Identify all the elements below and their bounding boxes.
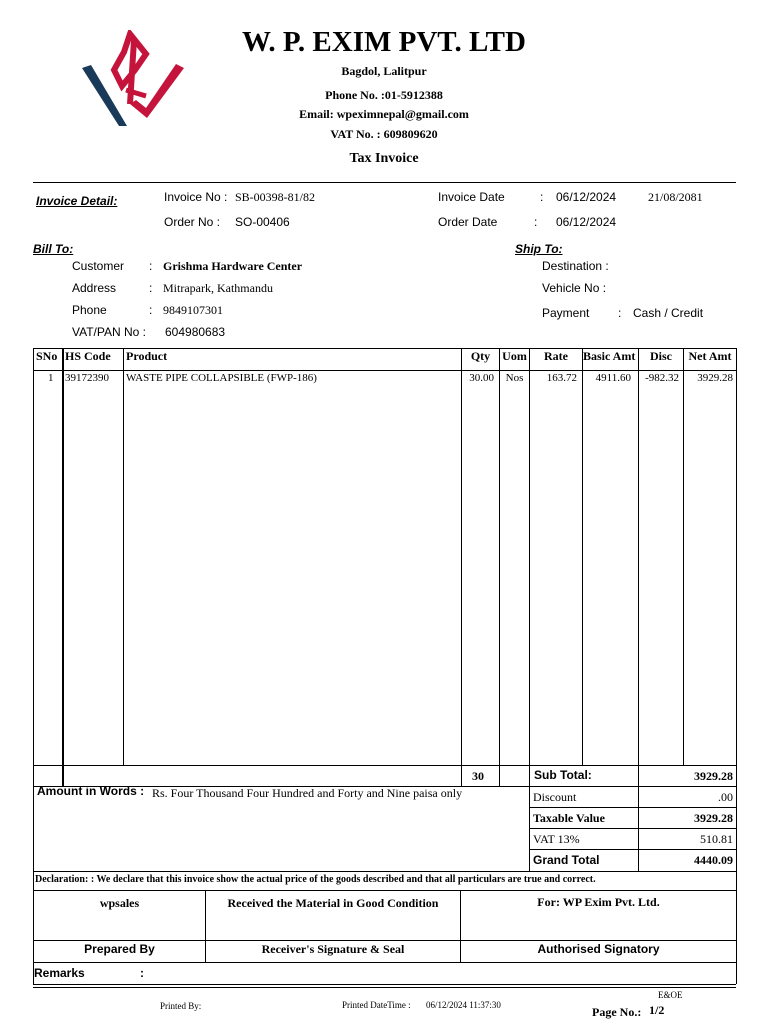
authorised-signatory: Authorised Signatory <box>537 942 660 956</box>
company-address: Bagdol, Lalitpur <box>341 64 427 78</box>
vat-value: 510.81 <box>700 832 733 846</box>
vat-label: VAT 13% <box>533 832 580 846</box>
discount-label: Discount <box>533 790 577 804</box>
address-colon: : <box>149 281 153 295</box>
received-text: Received the Material in Good Condition <box>227 896 439 910</box>
col-disc: Disc <box>650 349 672 363</box>
amount-words-label: Amount in Words : <box>37 784 145 798</box>
for-company: For: WP Exim Pvt. Ltd. <box>537 895 660 909</box>
eoe-text: E&OE <box>658 990 683 1000</box>
invoice-date-value: 06/12/2024 <box>556 190 617 204</box>
col-basic-amt: Basic Amt <box>583 349 636 363</box>
bill-to-title: Bill To: <box>33 242 74 256</box>
row-net-amt: 3929.28 <box>697 372 733 384</box>
declaration: Declaration: : We declare that this invoice show the actual price of the goods described and that all particulars are true and correct. <box>35 874 596 885</box>
remarks-colon: : <box>140 966 144 980</box>
row-rate: 163.72 <box>546 372 577 384</box>
receiver-signature: Receiver's Signature & Seal <box>261 942 405 956</box>
invoice-date-colon: : <box>540 190 544 204</box>
customer-label: Customer <box>72 259 125 273</box>
wp-logo-icon <box>80 30 188 128</box>
company-phone: Phone No. :01-5912388 <box>325 88 443 102</box>
invoice-detail-title: Invoice Detail: <box>36 194 118 208</box>
company-vat: VAT No. : 609809620 <box>330 127 438 141</box>
company-email: Email: wpeximnepal@gmail.com <box>299 107 469 121</box>
row-hs-code: 39172390 <box>65 372 109 384</box>
order-no-label: Order No : <box>164 215 221 229</box>
customer-value: Grishma Hardware Center <box>163 259 303 273</box>
row-disc: -982.32 <box>645 372 679 384</box>
payment-label: Payment <box>542 306 590 320</box>
phone-colon: : <box>149 303 153 317</box>
subtotal-value: 3929.28 <box>694 769 733 783</box>
col-sno: SNo <box>36 349 58 363</box>
prepared-name: wpsales <box>99 896 140 910</box>
subtotal-label: Sub Total: <box>534 768 592 782</box>
row-product: WASTE PIPE COLLAPSIBLE (FWP-186) <box>126 372 317 384</box>
vat-pan-value: 604980683 <box>165 325 226 339</box>
page-label: Page No.: <box>592 1005 642 1019</box>
invoice-date-label: Invoice Date <box>438 190 505 204</box>
ship-to-title: Ship To: <box>515 242 563 256</box>
order-no-value: SO-00406 <box>235 215 290 229</box>
col-product: Product <box>126 349 168 363</box>
phone-value: 9849107301 <box>163 303 223 317</box>
row-basic-amt: 4911.60 <box>595 372 631 384</box>
grand-total-value: 4440.09 <box>694 853 733 867</box>
taxable-value: 3929.28 <box>694 811 733 825</box>
payment-colon: : <box>618 306 622 320</box>
invoice-no-label: Invoice No : <box>164 190 228 204</box>
row-uom: Nos <box>505 372 524 384</box>
col-net-amt: Net Amt <box>688 349 732 363</box>
page-value: 1/2 <box>649 1003 665 1017</box>
destination-label: Destination : <box>542 259 609 273</box>
company-name: W. P. EXIM PVT. LTD <box>242 26 526 58</box>
col-qty: Qty <box>470 349 491 363</box>
printed-datetime-value: 06/12/2024 11:37:30 <box>426 1000 501 1010</box>
col-uom: Uom <box>502 349 527 363</box>
total-qty: 30 <box>472 769 484 783</box>
address-value: Mitrapark, Kathmandu <box>163 281 273 295</box>
order-date-colon: : <box>534 215 538 229</box>
discount-value: .00 <box>718 790 733 804</box>
printed-by: Printed By: <box>160 1001 202 1011</box>
col-rate: Rate <box>544 349 568 363</box>
payment-value: Cash / Credit <box>633 306 704 320</box>
taxable-label: Taxable Value <box>533 811 605 825</box>
amount-words-value: Rs. Four Thousand Four Hundred and Forty and Nine paisa only <box>152 786 463 800</box>
order-date-label: Order Date <box>438 215 498 229</box>
phone-label: Phone <box>72 303 107 317</box>
invoice-date-bs: 21/08/2081 <box>648 190 703 204</box>
invoice-no-value: SB-00398-81/82 <box>235 190 316 204</box>
row-qty: 30.00 <box>469 372 494 384</box>
col-hs-code: HS Code <box>65 349 111 363</box>
address-label: Address <box>72 281 117 295</box>
grand-total-label: Grand Total <box>533 853 600 867</box>
order-date-value: 06/12/2024 <box>556 215 617 229</box>
vehicle-label: Vehicle No : <box>542 281 607 295</box>
header-divider <box>33 182 736 183</box>
customer-colon: : <box>149 259 153 273</box>
vat-pan-label: VAT/PAN No : <box>72 325 147 339</box>
document-title: Tax Invoice <box>349 151 419 166</box>
printed-datetime-label: Printed DateTime : <box>342 1000 411 1010</box>
remarks-label: Remarks <box>34 966 85 980</box>
prepared-by: Prepared By <box>84 942 155 956</box>
row-sno: 1 <box>48 372 54 384</box>
